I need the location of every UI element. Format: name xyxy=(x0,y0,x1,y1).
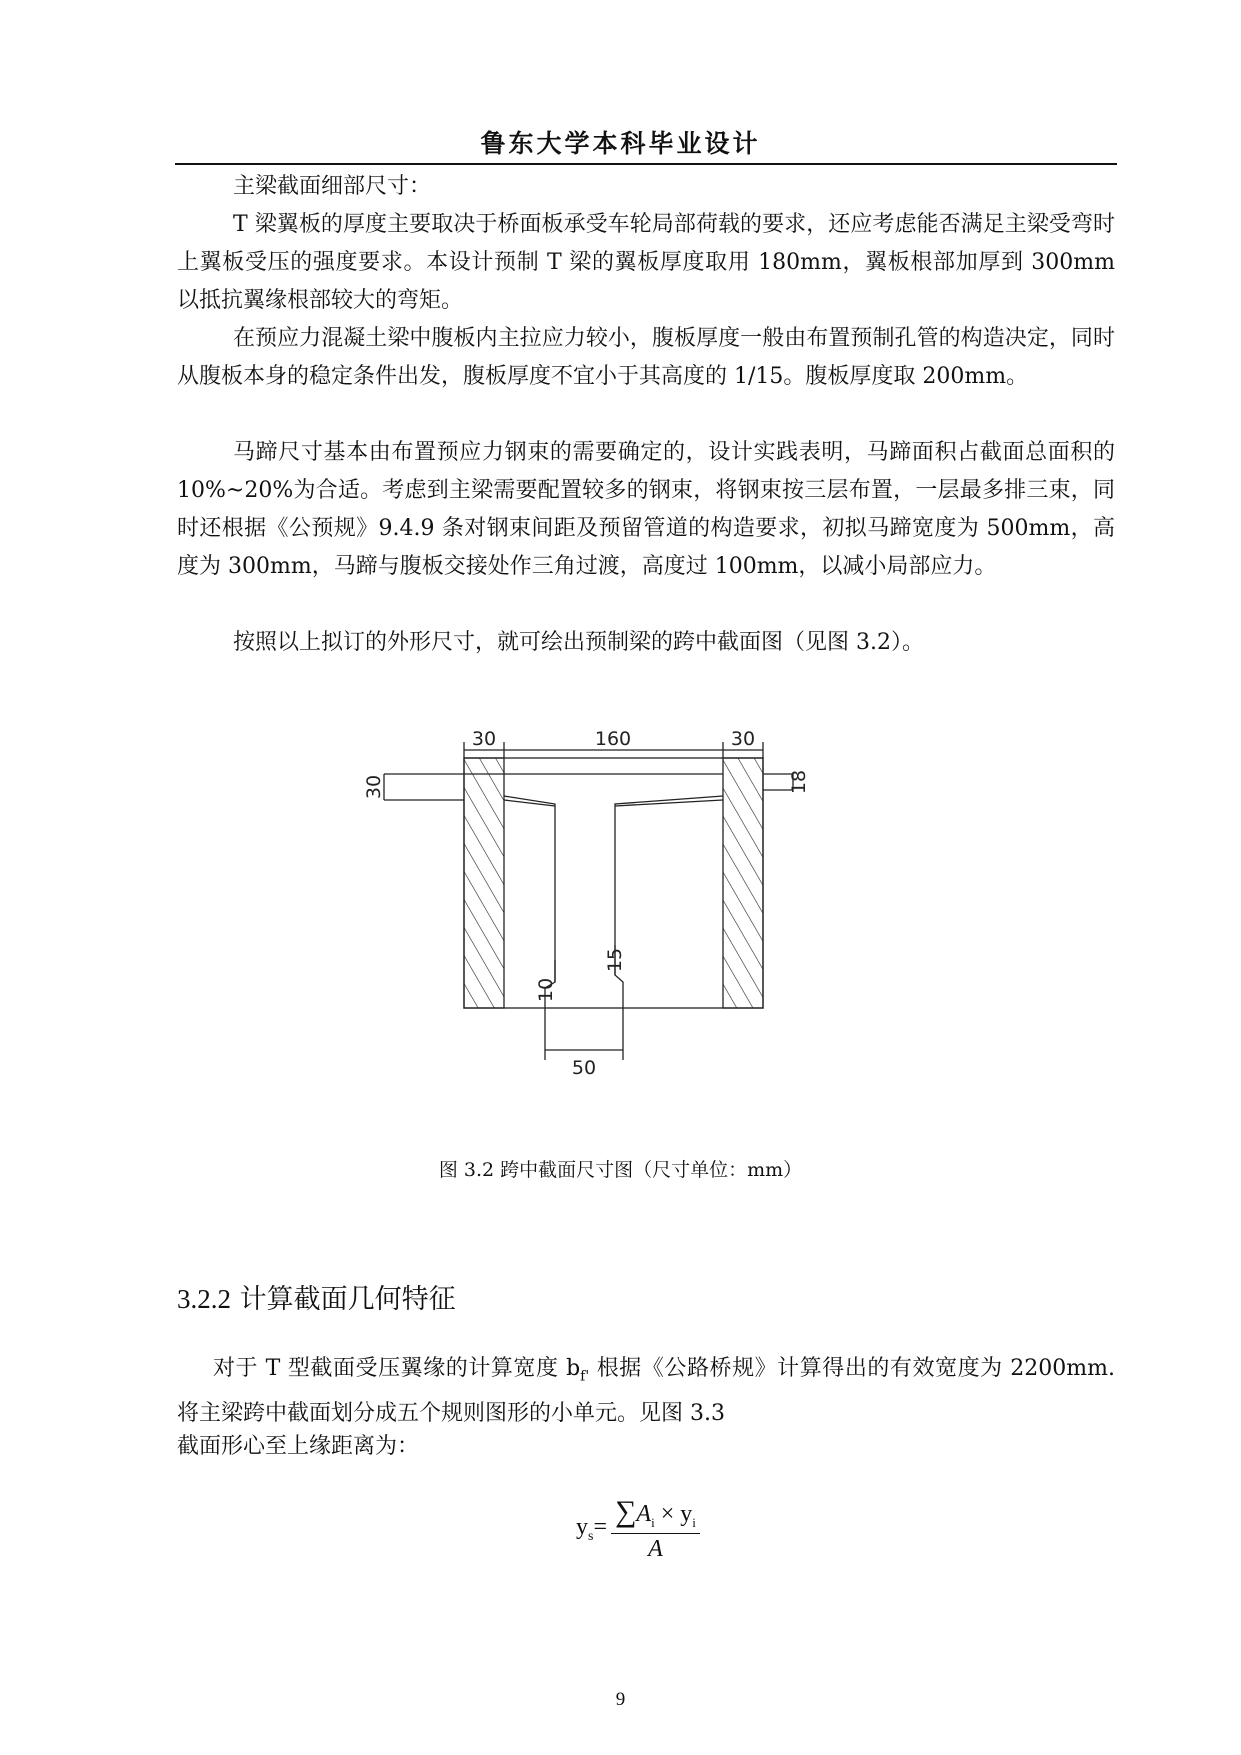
page-header-title: 鲁东大学本科毕业设计 xyxy=(480,129,761,158)
paragraph-4: 马蹄尺寸基本由布置预应力钢束的需要确定的，设计实践表明，马蹄面积占截面总面积的 10%~20%为合适。考虑到主梁需要配置较多的钢束，将钢束按三层布置，一层最多排三束，同时还根据《公预规》9.4.9 条对钢束间距及预留管道的构造要求，初拟马蹄宽度为 500mm，高度为 300mm，马蹄与腹板交接处作三角过渡，高度过 100mm，以减小局部应力。 xyxy=(177,440,1115,579)
header-divider xyxy=(175,163,1117,165)
paragraph-1: 主梁截面细部尺寸： xyxy=(233,174,432,199)
t-beam-right-outline xyxy=(615,796,723,1008)
right-wall-hatch xyxy=(723,758,763,1008)
dim-top-span: 160 xyxy=(594,728,632,750)
section-paragraph-1-sub: f' xyxy=(580,1368,590,1385)
section-number: 3.2.2 xyxy=(177,1284,231,1314)
dim-left-height: 30 xyxy=(363,774,385,800)
paragraph-3: 在预应力混凝土梁中腹板内主拉应力较小，腹板厚度一般由布置预制孔管的构造决定，同时从腹板本身的稳定条件出发，腹板厚度不宜小于其高度的 1/15。腹板厚度取 200mm。 xyxy=(177,326,1115,389)
formula-denominator: A xyxy=(648,1535,663,1562)
left-wall-hatch xyxy=(464,758,504,1008)
section-paragraph-1-part-b: 根据《公路桥规》计算得出的有效宽度为 2200mm.将主梁跨中截面划分成五个规则图形的小单元。见图 3.3 xyxy=(177,1356,1115,1427)
formula-lhs: y xyxy=(576,1514,588,1540)
dim-left-wall: 30 xyxy=(471,728,497,750)
dim-bottom-width: 50 xyxy=(571,1057,597,1079)
formula-sum: ∑ xyxy=(615,1495,637,1528)
dim-right-height: 18 xyxy=(788,769,810,795)
formula-num-a-sub: i xyxy=(651,1514,655,1530)
section-title-text: 计算截面几何特征 xyxy=(239,1284,456,1315)
formula-equals: = xyxy=(593,1514,607,1540)
centroid-formula xyxy=(575,1495,700,1564)
formula-num-y-sub: i xyxy=(692,1514,696,1530)
paragraph-2: T 梁翼板的厚度主要取决于桥面板承受车轮局部荷载的要求，还应考虑能否满足主梁受弯时上翼板受压的强度要求。本设计预制 T 梁的翼板厚度取用 180mm，翼板根部加厚到 300mm 以抵抗翼缘根部较大的弯矩。 xyxy=(177,212,1115,313)
section-paragraph-1-part-a: 对于 T 型截面受压翼缘的计算宽度 b xyxy=(213,1356,581,1381)
formula-num-a: A xyxy=(636,1501,652,1527)
figure-caption: 图 3.2 跨中截面尺寸图（尺寸单位：mm） xyxy=(438,1159,803,1181)
cross-section-diagram xyxy=(360,720,880,1100)
section-paragraph-2: 截面形心至上缘距离为： xyxy=(177,1434,420,1459)
formula-num-y: y xyxy=(680,1501,693,1527)
formula-lhs-sub: s xyxy=(588,1528,594,1544)
dim-left-taper: 10 xyxy=(535,977,557,1003)
section-paragraph-1 xyxy=(177,1350,1115,1433)
page-number: 9 xyxy=(615,1689,626,1710)
dim-right-taper: 15 xyxy=(604,947,626,973)
formula-times: × xyxy=(654,1501,681,1527)
dim-right-wall: 30 xyxy=(730,728,756,750)
t-beam-left-outline xyxy=(504,796,555,1008)
paragraph-5: 按照以上拟订的外形尺寸，就可绘出预制梁的跨中截面图（见图 3.2）。 xyxy=(233,630,924,655)
section-heading xyxy=(177,1277,456,1316)
